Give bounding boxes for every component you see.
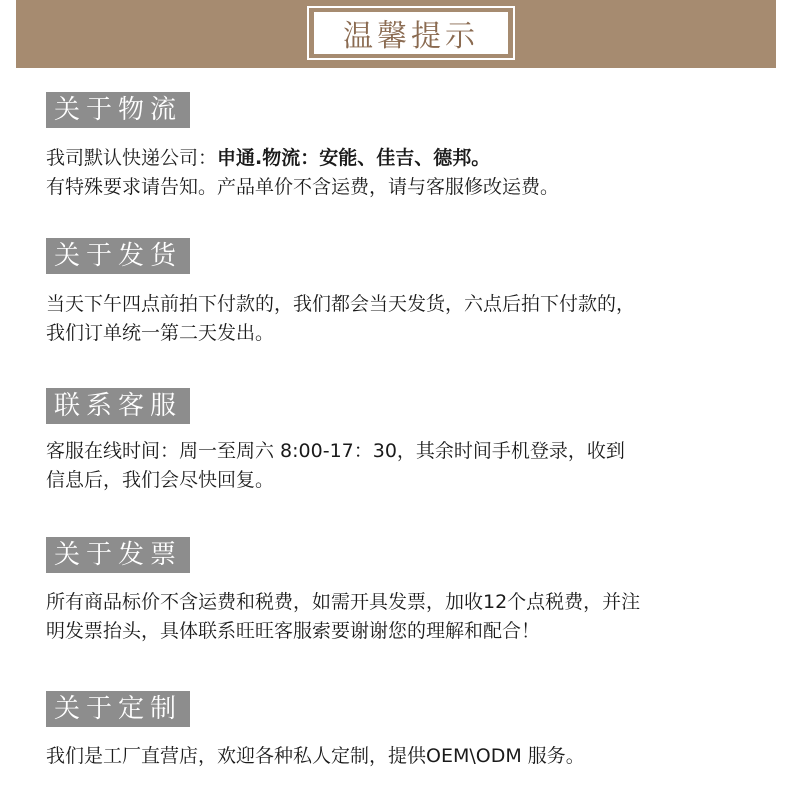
section-body-invoice xyxy=(46,588,766,646)
section-body-shipping xyxy=(46,290,766,348)
section-line: 信息后，我们会尽快回复。 xyxy=(46,469,275,491)
header-title-frame xyxy=(307,6,515,60)
header-banner xyxy=(16,0,776,68)
section-line: 我们是工厂直营店，欢迎各种私人定制，提供OEM\ODM 服务。 xyxy=(46,745,585,767)
section-heading-invoice: 关于发票 xyxy=(46,537,190,573)
section-line: 有特殊要求请告知。产品单价不含运费，请与客服修改运费。 xyxy=(46,176,560,198)
section-heading-shipping: 关于发货 xyxy=(46,238,190,274)
header-title-box xyxy=(314,12,508,54)
section-body-custom xyxy=(46,742,766,771)
page-title: 温馨提示 xyxy=(343,19,479,54)
section-heading-contact: 联系客服 xyxy=(46,388,190,424)
courier-list: 申通.物流：安能、佳吉、德邦。 xyxy=(217,147,491,169)
section-line xyxy=(46,144,766,173)
section-heading-custom: 关于定制 xyxy=(46,691,190,727)
section-line: 明发票抬头，具体联系旺旺客服索要谢谢您的理解和配合！ xyxy=(46,620,541,642)
section-line: 所有商品标价不含运费和税费，如需开具发票，加收12个点税费，并注 xyxy=(46,591,641,613)
section-line: 当天下午四点前拍下付款的，我们都会当天发货，六点后拍下付款的， xyxy=(46,293,636,315)
section-line: 客服在线时间：周一至周六 8:00-17：30，其余时间手机登录，收到 xyxy=(46,440,625,462)
default-courier-label: 我司默认快递公司： xyxy=(46,147,218,169)
section-body-logistics xyxy=(46,144,766,202)
section-heading-logistics: 关于物流 xyxy=(46,92,190,128)
section-line: 我们订单统一第二天发出。 xyxy=(46,322,275,344)
section-body-contact xyxy=(46,437,766,495)
